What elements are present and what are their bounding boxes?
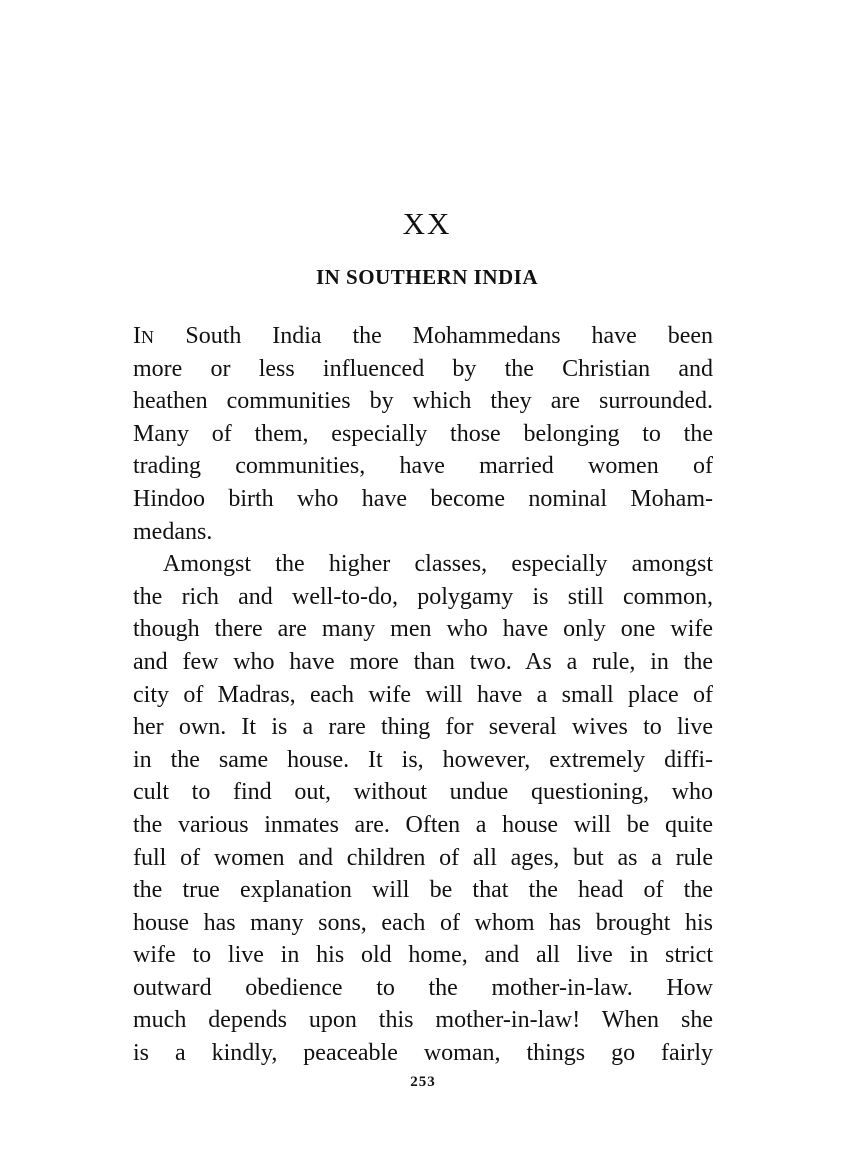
text-line: is a kindly, peaceable woman, things go fairly (133, 1040, 713, 1067)
line-text: South India the Mohammedans have been (154, 323, 713, 349)
chapter-title: IN SOUTHERN INDIA (315, 265, 539, 289)
text-line: wife to live in his old home, and all live in strict (133, 942, 713, 969)
text-line: the rich and well-to-do, polygamy is still common, (133, 583, 713, 610)
drop-word-smallcaps: N (141, 327, 155, 347)
text-line: Amongst the higher classes, especially amongst (163, 551, 713, 578)
text-line: and few who have more than two. As a rule, in the (133, 648, 713, 675)
text-line: medans. (133, 518, 213, 545)
chapter-number: XX (402, 206, 452, 241)
text-line: more or less influenced by the Christian and (133, 355, 713, 382)
text-line: heathen communities by which they are surrounded. (133, 388, 713, 415)
drop-word-initial: I (133, 323, 141, 349)
text-line: trading communities, have married women of (133, 453, 713, 480)
text-line: much depends upon this mother-in-law! When she (133, 1007, 713, 1034)
drop-word (133, 323, 155, 349)
text-line: full of women and children of all ages, but as a rule (133, 844, 713, 871)
body-text (133, 320, 713, 1070)
text-line: the true explanation will be that the head of the (133, 877, 713, 904)
text-line: Many of them, especially those belonging to the (133, 420, 713, 447)
text-line: the various inmates are. Often a house will be quite (133, 811, 713, 838)
text-line: her own. It is a rare thing for several wives to live (133, 714, 713, 741)
text-line: though there are many men who have only one wife (133, 616, 713, 643)
text-line: Hindoo birth who have become nominal Moham- (133, 485, 713, 512)
book-page (133, 0, 713, 1150)
text-line: outward obedience to the mother-in-law. How (133, 974, 713, 1001)
text-line: house has many sons, each of whom has brought his (133, 909, 713, 936)
text-line: cult to find out, without undue questioning, who (133, 779, 713, 806)
text-line (133, 320, 713, 353)
text-line: in the same house. It is, however, extremely diffi- (133, 746, 713, 773)
text-line: city of Madras, each wife will have a small place of (133, 681, 713, 708)
page-number: 253 (410, 1074, 436, 1090)
